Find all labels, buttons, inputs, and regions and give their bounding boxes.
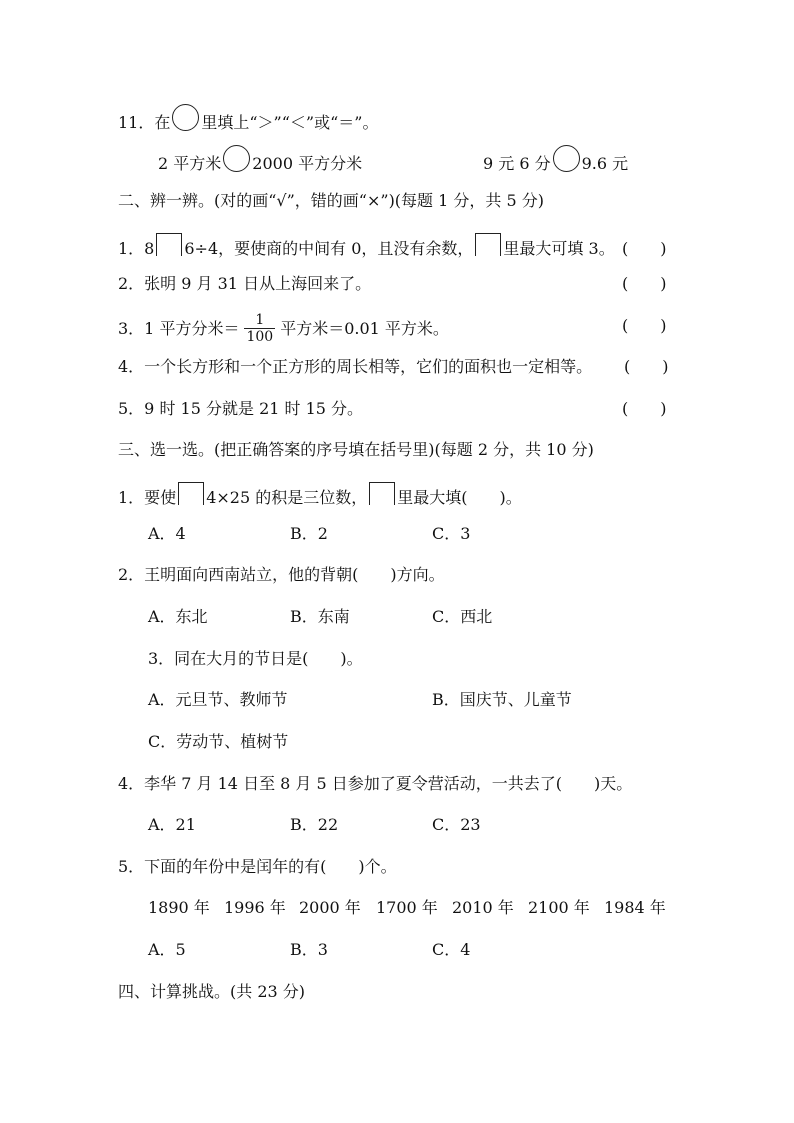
- sec3-q1-part-b: 4×25 的积是三位数，: [206, 488, 368, 507]
- answer-paren[interactable]: ( ): [622, 239, 667, 258]
- option-a[interactable]: A．4: [148, 524, 186, 543]
- q11-suffix: 里填上“＞”“＜”或“＝”。: [201, 113, 379, 132]
- section-3-heading: 三、选一选。(把正确答案的序号填在括号里)(每题 2 分，共 10 分): [118, 440, 594, 459]
- option-a[interactable]: A．5: [148, 940, 186, 959]
- answer-paren[interactable]: ( ): [624, 357, 669, 376]
- sec2-question-5: [0, 396, 794, 422]
- sec3-q5-options: [0, 937, 794, 963]
- digit-box-blank[interactable]: [156, 233, 182, 256]
- answer-paren[interactable]: ( ): [622, 274, 667, 293]
- sec3-q3-options-row2: [0, 729, 794, 755]
- option-c[interactable]: C．西北: [432, 607, 493, 626]
- sec2-question-4: [0, 354, 794, 380]
- sec3-q1-options: [0, 521, 794, 547]
- question-11-items: [0, 151, 794, 177]
- sec3-question-4: [0, 771, 794, 797]
- sec2-q3-part-b: 平方米＝0.01 平方米。: [280, 319, 449, 338]
- sec2-q1-part-b: 6÷4，要使商的中间有 0，且没有余数，: [184, 239, 474, 258]
- option-c[interactable]: C．23: [432, 815, 481, 834]
- year-item: 1984 年: [604, 898, 666, 917]
- sec2-question-3: [0, 312, 794, 345]
- sec3-question-5: [0, 854, 794, 880]
- q11-b-right: 9.6 元: [581, 154, 629, 173]
- q11-a-left: 2 平方米: [158, 154, 222, 173]
- sec3-q3-text: 3．同在大月的节日是( )。: [148, 649, 363, 668]
- section-4-title: [0, 979, 794, 1005]
- option-a[interactable]: A．元旦节、教师节: [148, 690, 288, 709]
- option-c[interactable]: C．劳动节、植树节: [148, 732, 289, 751]
- compare-circle-b[interactable]: [553, 145, 580, 172]
- sec3-q4-options: [0, 812, 794, 838]
- sec3-q1-part-c: 里最大填( )。: [397, 488, 522, 507]
- sec3-q4-text: 4．李华 7 月 14 日至 8 月 5 日参加了夏令营活动，一共去了( )天。: [118, 774, 633, 793]
- option-a[interactable]: A．东北: [148, 607, 208, 626]
- sec3-q5-text: 5．下面的年份中是闰年的有( )个。: [118, 857, 397, 876]
- fraction-numerator: 1: [255, 312, 265, 328]
- sec2-q3-part-a: 3．1 平方分米＝: [118, 319, 240, 338]
- fraction-denominator: 100: [246, 329, 274, 345]
- sec3-q2-options: [0, 604, 794, 630]
- sec2-question-2: [0, 271, 794, 297]
- option-c[interactable]: C．3: [432, 524, 471, 543]
- section-2-title: [0, 188, 794, 214]
- section-3-title: [0, 437, 794, 463]
- compare-circle-blank[interactable]: [172, 104, 199, 131]
- question-11: [0, 110, 794, 136]
- option-b[interactable]: B．22: [290, 815, 339, 834]
- sec2-q5-text: 5．9 时 15 分就是 21 时 15 分。: [118, 399, 364, 418]
- sec3-q2-text: 2．王明面向西南站立，他的背朝( )方向。: [118, 565, 445, 584]
- year-item: 1890 年: [148, 898, 210, 917]
- sec2-question-1: [0, 236, 794, 262]
- option-b[interactable]: B．国庆节、儿童节: [432, 690, 572, 709]
- sec3-question-3: [0, 646, 794, 672]
- year-item: 2010 年: [452, 898, 514, 917]
- sec2-q4-text: 4．一个长方形和一个正方形的周长相等，它们的面积也一定相等。: [118, 357, 593, 376]
- sec2-q2-text: 2．张明 9 月 31 日从上海回来了。: [118, 274, 372, 293]
- year-item: 2000 年: [299, 898, 361, 917]
- digit-box-blank-2[interactable]: [369, 482, 395, 505]
- fraction: [244, 312, 275, 345]
- answer-paren[interactable]: ( ): [622, 316, 667, 335]
- option-b[interactable]: B．2: [290, 524, 328, 543]
- year-item: 1996 年: [224, 898, 286, 917]
- section-2-heading: 二、辨一辨。(对的画“√”，错的画“×”)(每题 1 分，共 5 分): [118, 191, 544, 210]
- option-a[interactable]: A．21: [148, 815, 196, 834]
- sec3-q3-options-row1: [0, 687, 794, 713]
- q11-prefix: 11．在: [118, 113, 171, 132]
- year-item: 2100 年: [528, 898, 590, 917]
- sec3-question-2: [0, 562, 794, 588]
- sec3-question-1: [0, 485, 794, 511]
- answer-paren[interactable]: ( ): [622, 399, 667, 418]
- section-4-heading: 四、计算挑战。(共 23 分): [118, 982, 306, 1001]
- option-b[interactable]: B．3: [290, 940, 328, 959]
- option-c[interactable]: C．4: [432, 940, 471, 959]
- compare-circle-a[interactable]: [223, 145, 250, 172]
- sec3-q1-part-a: 1．要使: [118, 488, 177, 507]
- q11-a-right: 2000 平方分米: [252, 154, 363, 173]
- sec3-q5-years: [0, 895, 794, 921]
- sec2-q1-part-c: 里最大可填 3。: [503, 239, 615, 258]
- q11-b-left: 9 元 6 分: [483, 154, 551, 173]
- year-item: 1700 年: [376, 898, 438, 917]
- digit-box-blank[interactable]: [178, 482, 204, 505]
- sec2-q1-part-a: 1．8: [118, 239, 155, 258]
- digit-box-blank-2[interactable]: [475, 233, 501, 256]
- option-b[interactable]: B．东南: [290, 607, 350, 626]
